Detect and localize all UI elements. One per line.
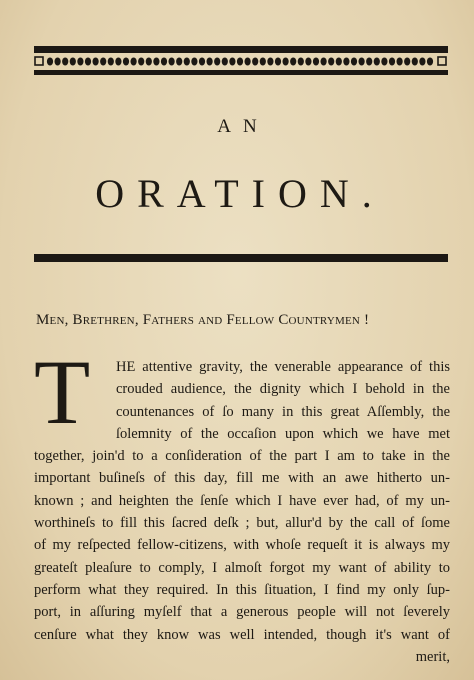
ornament-dot [237, 58, 243, 66]
ornament-end-square [438, 57, 446, 65]
ornament-dot [153, 58, 159, 66]
text-line: important buſineſs of this day, fill me with an awe hitherto un- [34, 470, 450, 487]
ornament-dot [351, 58, 357, 66]
ornament-bottom-rule [34, 70, 448, 75]
text-line: port, in aſſuring myſelf that a generous people will not ſeverely [34, 604, 450, 621]
title-divider-rule [34, 254, 448, 262]
text-line: known ; and heighten the ſenſe which I have ever had, of my un- [34, 492, 450, 509]
ornament-dot [359, 58, 365, 66]
ornament-dot [404, 58, 410, 66]
ornament-dot [115, 58, 121, 66]
ornament-dot [328, 58, 334, 66]
ornament-dot [161, 58, 167, 66]
ornament-dot [313, 58, 319, 66]
text-line: merit, [415, 648, 450, 665]
text-line: together, join'd to a conſideration of the part I am to take in the [34, 448, 450, 465]
ornament-dot [412, 58, 418, 66]
dotted-border-ornament-icon [34, 56, 448, 67]
ornament-dot [381, 58, 387, 66]
ornament-dot [184, 58, 190, 66]
ornament-dot [397, 58, 403, 66]
ornament-dot [62, 58, 68, 66]
ornament-dot [176, 58, 182, 66]
ornament-dot [229, 58, 235, 66]
ornament-end-square [35, 57, 43, 65]
text-line: crouded audience, the dignity which I behold in the [116, 381, 450, 398]
ornament-dot [55, 58, 61, 66]
ornament-dot [70, 58, 76, 66]
ornament-dot [374, 58, 380, 66]
ornament-dot [389, 58, 395, 66]
ornament-dot [366, 58, 372, 66]
drop-cap: T [34, 341, 91, 443]
ornament-top-rule [34, 46, 448, 53]
text-line: HE attentive gravity, the venerable appearance of this [116, 359, 450, 375]
ornament-dot [298, 58, 304, 66]
ornament-dot [222, 58, 228, 66]
text-line: ſolemnity of the occaſion upon which we have met [116, 425, 450, 442]
ornament-dot [427, 58, 433, 66]
ornament-dot [252, 58, 258, 66]
ornament-dot [267, 58, 273, 66]
text-line: greateſt pleaſure to comply, I almoſt forgot my want of ability to [34, 559, 450, 576]
ornament-dot [191, 58, 197, 66]
ornament-dot [275, 58, 281, 66]
body-paragraph [34, 356, 450, 668]
ornament-dot [169, 58, 175, 66]
ornament-dot [146, 58, 152, 66]
ornament-dot [77, 58, 83, 66]
ornament-dot [131, 58, 137, 66]
ornament-dot [305, 58, 311, 66]
ornament-dot [123, 58, 129, 66]
text-line: perform what they required. In this ſituation, I find my only ſup- [34, 581, 450, 598]
text-line: worthineſs to fill this ſacred deſk ; but, allur'd by the call of ſome [34, 515, 450, 532]
ornament-dot [343, 58, 349, 66]
ornament-dot [85, 58, 91, 66]
ornament-dot [199, 58, 205, 66]
text-line: of my reſpected fellow-citizens, with whoſe requeſt it is always my [34, 537, 450, 554]
ornament-dot [336, 58, 342, 66]
ornament-dot [138, 58, 144, 66]
ornament-dot [47, 58, 53, 66]
ornament-dot [283, 58, 289, 66]
ornament-dot [93, 58, 99, 66]
header-ornament [34, 46, 448, 78]
ornament-dot [108, 58, 114, 66]
title-an: AN [217, 116, 269, 137]
title-oration: ORATION. [95, 171, 385, 216]
text-line: cenſure what they know was well intended, though it's want of [34, 626, 450, 643]
ornament-dot [260, 58, 266, 66]
ornament-dot [245, 58, 251, 66]
text-line: countenances of ſo many in this great Aſſembly, the [116, 403, 450, 420]
ornament-dot [321, 58, 327, 66]
ornament-dot [419, 58, 425, 66]
ornament-dot [207, 58, 213, 66]
ornament-dot [290, 58, 296, 66]
salutation: Men, Brethren, Fathers and Fellow Countrymen ! [36, 312, 370, 328]
ornament-dot [214, 58, 220, 66]
ornament-dot [100, 58, 106, 66]
